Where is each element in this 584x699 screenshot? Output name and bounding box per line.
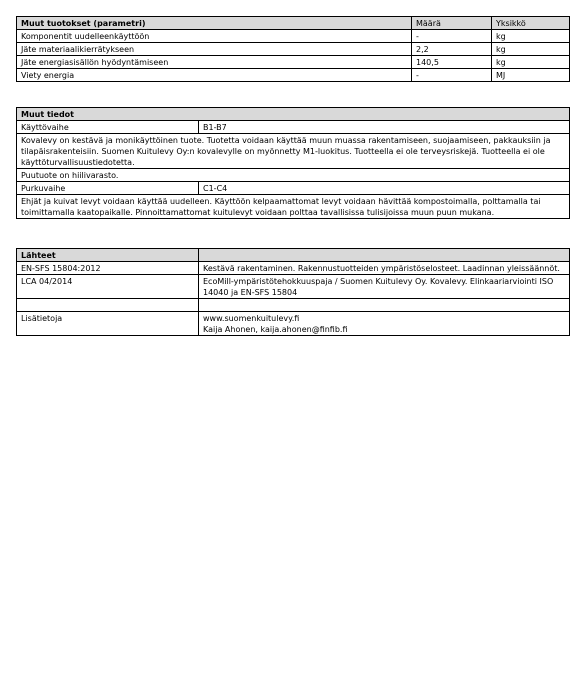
use-phase-row (17, 121, 570, 134)
output-name: Jäte energiasisällön hyödyntämiseen (17, 56, 412, 69)
carbon-row (17, 169, 570, 182)
empty-row (17, 299, 570, 312)
more-info-label: Lisätietoja (17, 312, 199, 336)
output-amount: 140,5 (412, 56, 492, 69)
more-info-value (199, 312, 570, 336)
source-ref: EN-SFS 15804:2012 (17, 262, 199, 275)
output-name: Viety energia (17, 69, 412, 82)
output-amount: 2,2 (412, 43, 492, 56)
other-info-table (16, 107, 570, 219)
outputs-header-amount: Määrä (412, 17, 492, 30)
other-info-header-row (17, 108, 570, 121)
outputs-table (16, 16, 570, 82)
use-text: Kovalevy on kestävä ja monikäyttöinen tuote. Tuotetta voidaan käyttää muun muassa rakentamiseen, suojaamiseen, pakkauksiin ja tilapäisrakenteisiin. Suomen Kuitulevy Oy:n kovalevylle on myönnetty M1-luokitus. Tuotteella ei ole terveysriskejä. Tuotteella ei ole käyttöturvallisuustiedotetta. (17, 134, 570, 169)
table-row (17, 262, 570, 275)
demolition-phase-row (17, 182, 570, 195)
outputs-header-row (17, 17, 570, 30)
output-name: Jäte materiaalikierrätykseen (17, 43, 412, 56)
empty-cell (17, 299, 199, 312)
sources-header-row (17, 249, 570, 262)
other-info-title: Muut tiedot (17, 108, 570, 121)
sources-header-empty (199, 249, 570, 262)
table-row (17, 30, 570, 43)
sources-title: Lähteet (17, 249, 199, 262)
output-unit: MJ (492, 69, 570, 82)
empty-cell (199, 299, 570, 312)
output-unit: kg (492, 56, 570, 69)
website-link[interactable]: www.suomenkuitulevy.fi (203, 314, 300, 323)
output-unit: kg (492, 43, 570, 56)
more-info-row (17, 312, 570, 336)
output-name: Komponentit uudelleenkäyttöön (17, 30, 412, 43)
output-unit: kg (492, 30, 570, 43)
outputs-header-param: Muut tuotokset (parametri) (17, 17, 412, 30)
demolition-text: Ehjät ja kuivat levyt voidaan käyttää uudelleen. Käyttöön kelpaamattomat levyt voidaan hävittää kompostoimalla, polttamalla tai toimittamalla kaatopaikalle. Pinnoittamattomat kuitulevyt voidaan polttaa tavallisissa tulisijoissa muun puun mukana. (17, 195, 570, 219)
table-row (17, 43, 570, 56)
output-amount: - (412, 30, 492, 43)
contact-text: Kaija Ahonen, kaija.ahonen@finfib.fi (203, 325, 348, 334)
source-desc: Kestävä rakentaminen. Rakennustuotteiden ympäristöselosteet. Laadinnan yleissäännöt. (199, 262, 570, 275)
table-row (17, 69, 570, 82)
table-row (17, 275, 570, 299)
demolition-value: C1-C4 (199, 182, 570, 195)
demolition-text-row (17, 195, 570, 219)
use-phase-value: B1-B7 (199, 121, 570, 134)
carbon-text: Puutuote on hiilivarasto. (17, 169, 570, 182)
table-row (17, 56, 570, 69)
source-desc: EcoMill-ympäristötehokkuuspaja / Suomen Kuitulevy Oy. Kovalevy. Elinkaariarviointi ISO 14040 ja EN-SFS 15804 (199, 275, 570, 299)
demolition-label: Purkuvaihe (17, 182, 199, 195)
outputs-header-unit: Yksikkö (492, 17, 570, 30)
use-phase-label: Käyttövaihe (17, 121, 199, 134)
use-text-row (17, 134, 570, 169)
sources-table (16, 248, 570, 336)
source-ref: LCA 04/2014 (17, 275, 199, 299)
output-amount: - (412, 69, 492, 82)
